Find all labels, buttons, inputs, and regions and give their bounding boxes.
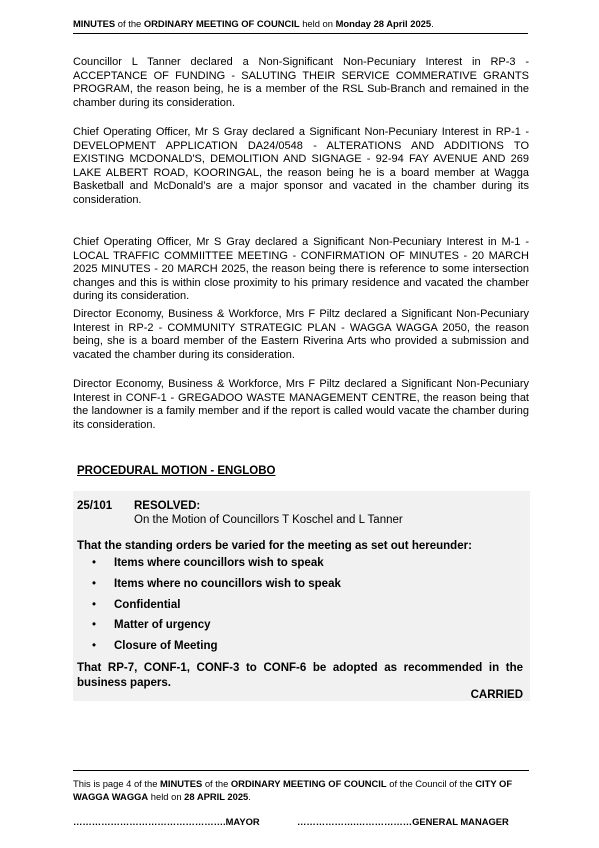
declaration-paragraph: Councillor L Tanner declared a Non-Significant Non-Pecuniary Interest in RP-3 - ACCEPTANCE OF FUNDING - SALUTING THEIR SERVICE COMMERATIVE GRANTS PROGRAM, the reason being, he is a member of the RSL Sub-Branch and remained in the chamber during its consideration. — [73, 56, 529, 109]
list-item — [77, 578, 517, 599]
resolution-text: That the standing orders be varied for the meeting as set out hereunder: — [77, 540, 472, 552]
declaration-paragraph: Director Economy, Business & Workforce, Mrs F Piltz declared a Significant Non-Pecuniary Interest in CONF-1 - GREGADOO WASTE MANAGEMENT CENTRE, the reason being that the landowner is a family member and if the report is called would vacate the chamber during its consideration. — [73, 378, 529, 431]
header-date: Monday 28 April 2025 — [335, 18, 432, 29]
page-header — [73, 18, 528, 30]
declaration-paragraph: Chief Operating Officer, Mr S Gray declared a Significant Non-Pecuniary Interest in M-1 - LOCAL TRAFFIC COMMIITTEE MEETING - CONFIRMATION OF MINUTES - 20 MARCH 2025 MINUTES - 20 MARCH 2025, the reason being there is reference to some intersection changes and this is within close proximity to his primary residence and vacated the chamber during its consideration. — [73, 236, 529, 303]
header-minutes: MINUTES — [73, 18, 116, 29]
resolution-number: 25/101 — [77, 500, 113, 512]
resolved-label: RESOLVED: — [134, 500, 201, 512]
footer-text: This is page 4 of the — [73, 778, 161, 789]
bullet-icon: • — [92, 577, 97, 590]
list-item-label: Closure of Meeting — [114, 640, 218, 653]
list-item — [77, 599, 517, 620]
motion-heading: PROCEDURAL MOTION - ENGLOBO — [77, 465, 276, 477]
footer-text: held on — [148, 790, 185, 802]
footer-period: . — [248, 790, 251, 802]
header-held-on: held on — [299, 18, 336, 29]
bullet-icon: • — [92, 557, 97, 569]
header-of-the: of the — [115, 18, 144, 29]
footer-text: of the — [202, 778, 231, 789]
list-item-label: Confidential — [114, 598, 181, 611]
footer-minutes: MINUTES — [160, 778, 203, 789]
footer-text: of the Council of the — [386, 778, 476, 789]
declaration-paragraph: Director Economy, Business & Workforce, Mrs F Piltz declared a Significant Non-Pecuniary Interest in RP-2 - COMMUNITY STRATEGIC PLAN - WAGGA WAGGA 2050, the reason being, she is a board member of the Eastern Riverina Arts who provided a submission and vacated the chamber during its consideration. — [73, 308, 529, 361]
list-item-label: Items where councillors wish to speak — [114, 557, 324, 569]
list-item — [77, 557, 517, 578]
general-manager-signature-line: ……………….………………GENERAL MANAGER — [297, 816, 509, 827]
declaration-paragraph: Chief Operating Officer, Mr S Gray declared a Significant Non-Pecuniary Interest in RP-1 - DEVELOPMENT APPLICATION DA24/0548 - ALTERATIONS AND ADDITIONS TO EXISTING MCDONALD'S, DEMOLITION AND SIGNAGE - 92-94 FAY AVENUE AND 269 LAKE ALBERT ROAD, KOORINGAL, the reason being he is a board member at Wagga Basketball and McDonald’s are a major sponsor and vacated in the chamber during its consideration. — [73, 126, 529, 206]
footer-city: CITY OF WAGGA WAGGA — [73, 778, 513, 802]
list-item — [77, 619, 517, 640]
mayor-signature-line: ………………………………………….MAYOR — [73, 816, 260, 827]
header-meeting-name: ORDINARY MEETING OF COUNCIL — [143, 18, 300, 29]
bullet-icon: • — [92, 640, 97, 653]
list-item-label: Items where no councillors wish to speak — [114, 577, 341, 590]
list-item — [77, 640, 517, 661]
bullet-icon: • — [92, 619, 97, 632]
list-item-label: Matter of urgency — [114, 619, 211, 632]
footer-divider — [73, 770, 529, 771]
footer-date: 28 APRIL 2025 — [184, 790, 249, 802]
mover-line: On the Motion of Councillors T Koschel and L Tanner — [134, 514, 403, 526]
adoption-resolution: That RP-7, CONF-1, CONF-3 to CONF-6 be adopted as recommended in the business papers. — [77, 662, 523, 689]
header-divider — [73, 33, 528, 34]
header-period: . — [431, 18, 434, 29]
page-footer — [73, 778, 529, 803]
footer-meeting-name: ORDINARY MEETING OF COUNCIL — [230, 778, 387, 789]
status-carried: CARRIED — [470, 689, 523, 701]
resolution-item-list — [77, 557, 517, 661]
bullet-icon: • — [92, 598, 97, 611]
